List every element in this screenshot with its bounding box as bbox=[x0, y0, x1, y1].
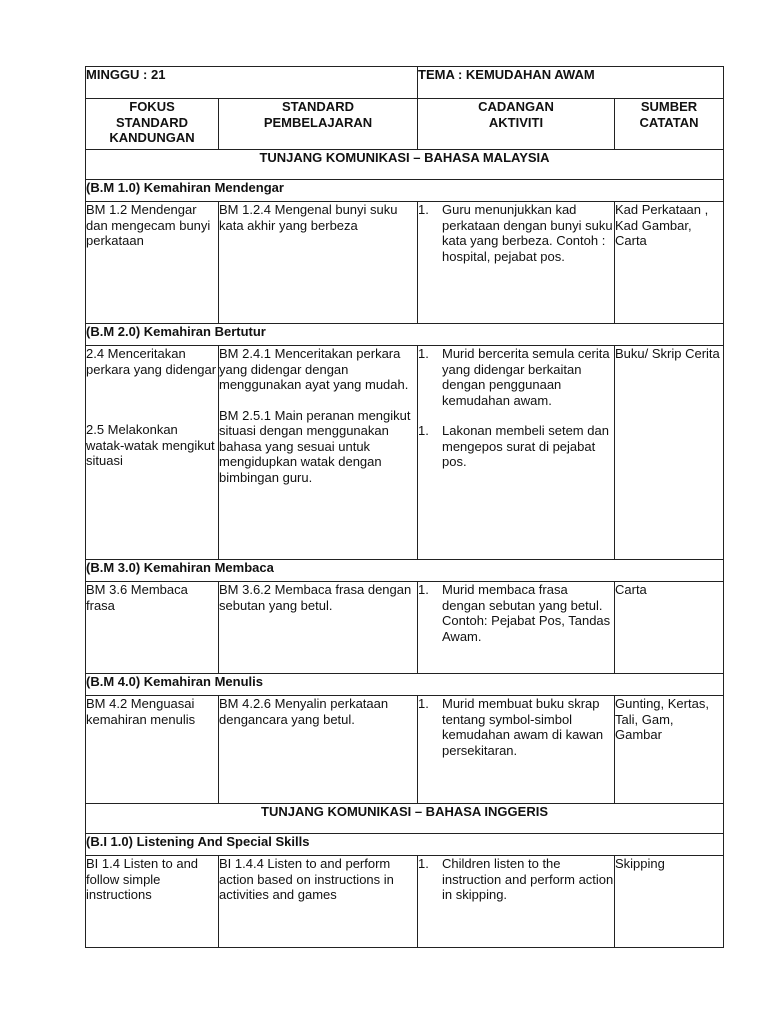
section-bm4-heading: (B.M 4.0) Kemahiran Menulis bbox=[86, 674, 724, 696]
list-number: 1. bbox=[418, 202, 429, 217]
section-bm4-row bbox=[86, 674, 724, 696]
standard-cell: BM 4.2.6 Menyalin perkataan dengancara yang betul. bbox=[219, 696, 418, 804]
section-bi1-row bbox=[86, 834, 724, 856]
fokus-text: 2.4 Menceritakan perkara yang didengar bbox=[86, 346, 217, 377]
lesson-plan-table bbox=[85, 66, 724, 948]
fokus-cell: BM 4.2 Menguasai kemahiran menulis bbox=[86, 696, 219, 804]
sumber-cell: Carta bbox=[615, 582, 724, 674]
fokus-text: 2.5 Melakonkan watak-watak mengikut situasi bbox=[86, 422, 215, 468]
header-row bbox=[86, 67, 724, 99]
section-bm2-heading: (B.M 2.0) Kemahiran Bertutur bbox=[86, 324, 724, 346]
section-bm3-row bbox=[86, 560, 724, 582]
aktiviti-text: Murid membaca frasa dengan sebutan yang betul. Contoh: Pejabat Pos, Tandas Awam. bbox=[442, 582, 611, 644]
tema-cell: TEMA : KEMUDAHAN AWAM bbox=[418, 67, 724, 99]
aktiviti-text: Murid bercerita semula cerita yang didengar berkaitan dengan penggunaan kemudahan awam. bbox=[442, 346, 610, 408]
fokus-cell: BI 1.4 Listen to and follow simple instructions bbox=[86, 856, 219, 948]
aktiviti-text: Guru menunjukkan kad perkataan dengan bunyi suku kata yang berbeza. Contoh : hospital, pejabat pos. bbox=[442, 202, 613, 264]
tunjang-bi-row bbox=[86, 804, 724, 834]
fokus-cell bbox=[86, 346, 219, 560]
section-bm2-row bbox=[86, 324, 724, 346]
aktiviti-cell bbox=[418, 856, 615, 948]
aktiviti-cell bbox=[418, 582, 615, 674]
sumber-cell: Skipping bbox=[615, 856, 724, 948]
list-number: 1. bbox=[418, 696, 429, 711]
aktiviti-text: Murid membuat buku skrap tentang symbol-simbol kemudahan awam di kawan persekitaran. bbox=[442, 696, 604, 758]
sumber-cell: Gunting, Kertas, Tali, Gam, Gambar bbox=[615, 696, 724, 804]
table-row bbox=[86, 582, 724, 674]
table-row bbox=[86, 696, 724, 804]
list-number: 1. bbox=[418, 582, 429, 597]
table-row bbox=[86, 856, 724, 948]
minggu-cell: MINGGU : 21 bbox=[86, 67, 418, 99]
aktiviti-cell bbox=[418, 346, 615, 560]
fokus-cell: BM 1.2 Mendengar dan mengecam bunyi perkataan bbox=[86, 202, 219, 324]
list-number: 1. bbox=[418, 856, 429, 871]
table-row bbox=[86, 202, 724, 324]
aktiviti-text: Lakonan membeli setem dan mengepos surat di pejabat pos. bbox=[442, 423, 609, 469]
tunjang-bm-heading: TUNJANG KOMUNIKASI – BAHASA MALAYSIA bbox=[86, 150, 724, 180]
aktiviti-text: Children listen to the instruction and perform action in skipping. bbox=[442, 856, 614, 902]
list-number: 1. bbox=[418, 346, 429, 361]
list-number: 1. bbox=[418, 423, 429, 438]
sumber-cell: Kad Perkataan , Kad Gambar, Carta bbox=[615, 202, 724, 324]
col-cadangan-header: CADANGAN AKTIVITI bbox=[418, 99, 615, 150]
standard-cell: BM 3.6.2 Membaca frasa dengan sebutan yang betul. bbox=[219, 582, 418, 674]
standard-cell: BI 1.4.4 Listen to and perform action based on instructions in activities and games bbox=[219, 856, 418, 948]
col-fokus-header: FOKUS STANDARD KANDUNGAN bbox=[86, 99, 219, 150]
table-row bbox=[86, 346, 724, 560]
aktiviti-cell bbox=[418, 696, 615, 804]
standard-text: BM 2.4.1 Menceritakan perkara yang didengar dengan menggunakan ayat yang mudah. bbox=[219, 346, 409, 392]
column-header-row bbox=[86, 99, 724, 150]
section-bm1-heading: (B.M 1.0) Kemahiran Mendengar bbox=[86, 180, 724, 202]
section-bm1-row bbox=[86, 180, 724, 202]
tunjang-bi-heading: TUNJANG KOMUNIKASI – BAHASA INGGERIS bbox=[86, 804, 724, 834]
section-bi1-heading: (B.I 1.0) Listening And Special Skills bbox=[86, 834, 724, 856]
sumber-cell: Buku/ Skrip Cerita bbox=[615, 346, 724, 560]
fokus-cell: BM 3.6 Membaca frasa bbox=[86, 582, 219, 674]
col-sumber-header: SUMBER CATATAN bbox=[615, 99, 724, 150]
standard-text: BM 2.5.1 Main peranan mengikut situasi dengan menggunakan bahasa yang sesuai untuk mengidupkan watak dengan bimbingan guru. bbox=[219, 407, 411, 485]
standard-cell bbox=[219, 346, 418, 560]
col-standard-header: STANDARD PEMBELAJARAN bbox=[219, 99, 418, 150]
tunjang-bm-row bbox=[86, 150, 724, 180]
standard-cell: BM 1.2.4 Mengenal bunyi suku kata akhir yang berbeza bbox=[219, 202, 418, 324]
aktiviti-cell bbox=[418, 202, 615, 324]
section-bm3-heading: (B.M 3.0) Kemahiran Membaca bbox=[86, 560, 724, 582]
